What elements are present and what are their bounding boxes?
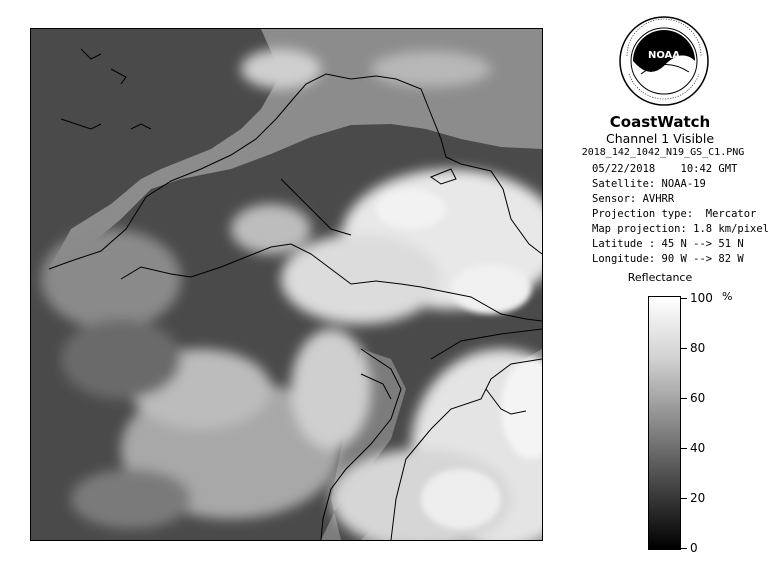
channel-label: Channel 1 Visible (605, 131, 715, 146)
colorbar-tick (681, 298, 687, 299)
colorbar-tick (681, 448, 687, 449)
map-projection: Map projection: 1.8 km/pixel (592, 223, 770, 235)
colorbar-tick-label: 40 (690, 441, 706, 455)
colorbar-tick-label: 80 (690, 341, 706, 355)
colorbar-tick (681, 498, 687, 499)
colorbar-tick-label: 60 (690, 391, 706, 405)
colorbar-tick-label: 20 (690, 491, 706, 505)
colorbar-tick (681, 348, 687, 349)
brand-title: CoastWatch (609, 113, 711, 131)
colorbar-unit: % (722, 290, 733, 303)
noaa-logo (619, 16, 709, 106)
colorbar-tick-label: 0 (690, 541, 698, 555)
projection-type: Projection type: Mercator (592, 208, 757, 220)
longitude-range: Longitude: 90 W --> 82 W (592, 253, 744, 265)
colorbar-tick (681, 398, 687, 399)
image-filename: 2018_142_1042_N19_GS_C1.PNG (581, 147, 745, 158)
sensor-info: Sensor: AVHRR (592, 193, 675, 205)
reflectance-map (31, 29, 542, 540)
latitude-range: Latitude : 45 N --> 51 N (592, 238, 744, 250)
date-time: 05/22/2018 10:42 GMT (592, 163, 738, 175)
logo-center-text: NOAA (647, 50, 681, 61)
colorbar-title: Reflectance (627, 271, 693, 284)
colorbar-tick (681, 548, 687, 549)
colorbar-tick-label: 100 (690, 291, 713, 305)
satellite-info: Satellite: NOAA-19 (592, 178, 706, 190)
reflectance-colorbar (648, 296, 681, 550)
satellite-image (30, 28, 543, 541)
